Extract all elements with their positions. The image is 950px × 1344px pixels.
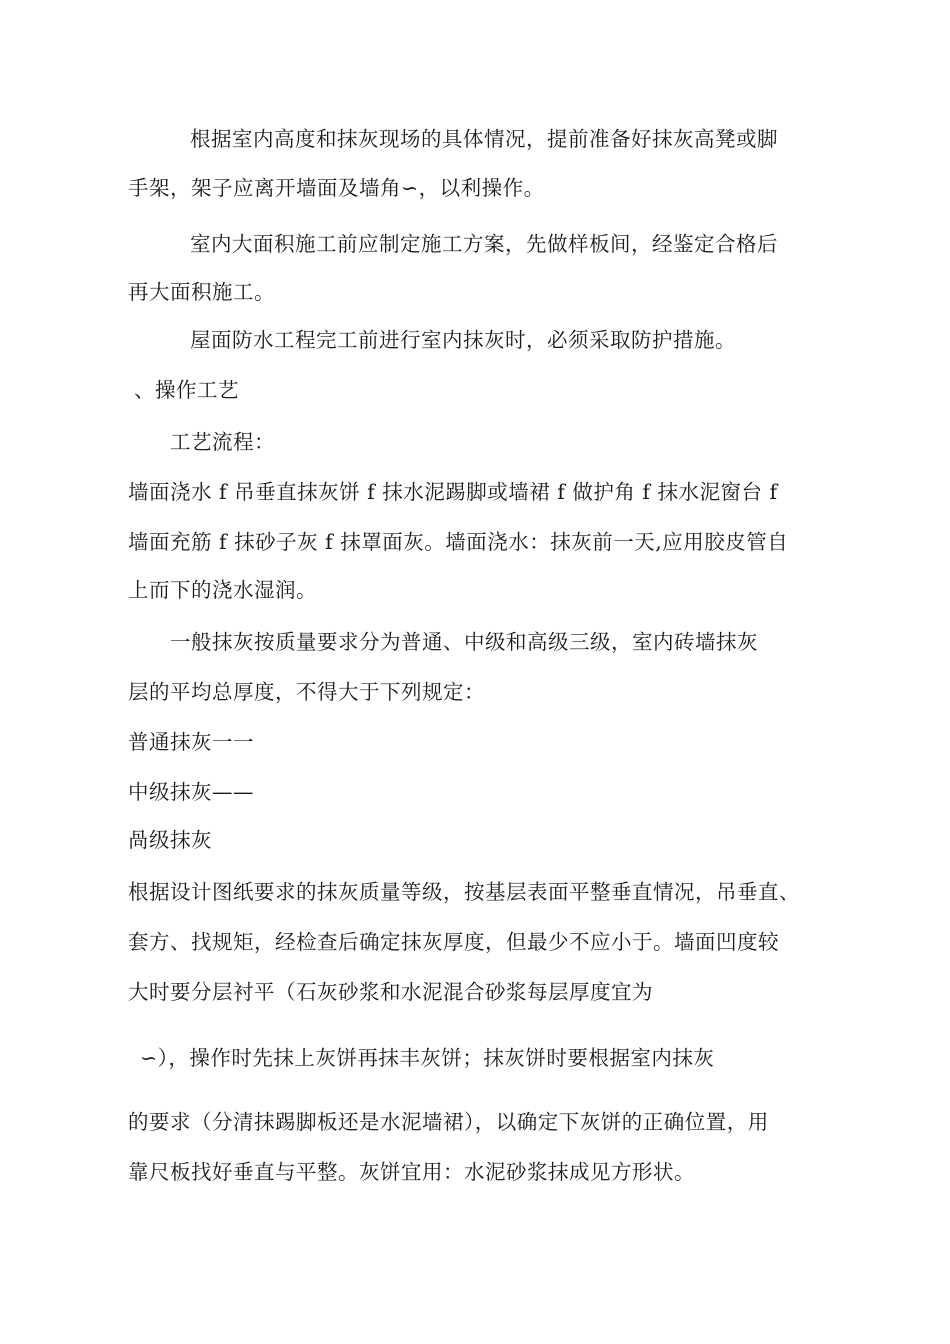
paragraph-line: 再大面积施工。 [128,280,275,304]
list-item: 普通抹灰一一 [128,730,254,754]
paragraph-line: 墙面充筋 f 抹砂子灰 f 抹罩面灰。墙面浇水：抹灰前一天,应用胶皮管自 [128,530,789,554]
paragraph-line: 上而下的浇水湿润。 [128,578,317,602]
paragraph-line: 根据室内高度和抹灰现场的具体情况，提前准备好抹灰高凳或脚 [190,127,778,151]
section-heading: 、操作工艺 [134,378,239,402]
paragraph-line: 大时要分层衬平（石灰砂浆和水泥混合砂浆每层厚度宜为 [128,980,653,1004]
paragraph-line: 根据设计图纸要求的抹灰质量等级，按基层表面平整垂直情况，吊垂直、 [128,880,800,904]
paragraph-line: 手架，架子应离开墙面及墙角∽，以利操作。 [128,176,545,200]
paragraph-line: 层的平均总厚度，不得大于下列规定： [128,680,485,704]
paragraph-line: 靠尺板找好垂直与平整。灰饼宜用：水泥砂浆抹成见方形状。 [128,1160,695,1184]
list-item: 咼级抹灰 [128,828,212,852]
paragraph-line: 屋面防水工程完工前进行室内抹灰时，必须采取防护措施。 [190,328,736,352]
paragraph-line: 的要求（分清抹踢脚板还是水泥墙裙），以确定下灰饼的正确位置，用 [128,1110,769,1134]
subsection-heading: 工艺流程： [170,430,275,454]
list-item: 中级抹灰—— [128,780,254,804]
paragraph-line: 室内大面积施工前应制定施工方案，先做样板间，经鉴定合格后 [190,232,778,256]
paragraph-line: ∽），操作时先抹上灰饼再抹丰灰饼；抹灰饼时要根据室内抹灰 [140,1046,715,1070]
paragraph-line: 套方、找规矩，经检查后确定抹灰厚度，但最少不应小于。墙面凹度较 [128,930,779,954]
paragraph-line: 一般抹灰按质量要求分为普通、中级和高级三级，室内砖墙抹灰 [170,630,758,654]
paragraph-line: 墙面浇水 f 吊垂直抹灰饼 f 抹水泥踢脚或墙裙 f 做护角 f 抹水泥窗台 f [128,480,778,504]
